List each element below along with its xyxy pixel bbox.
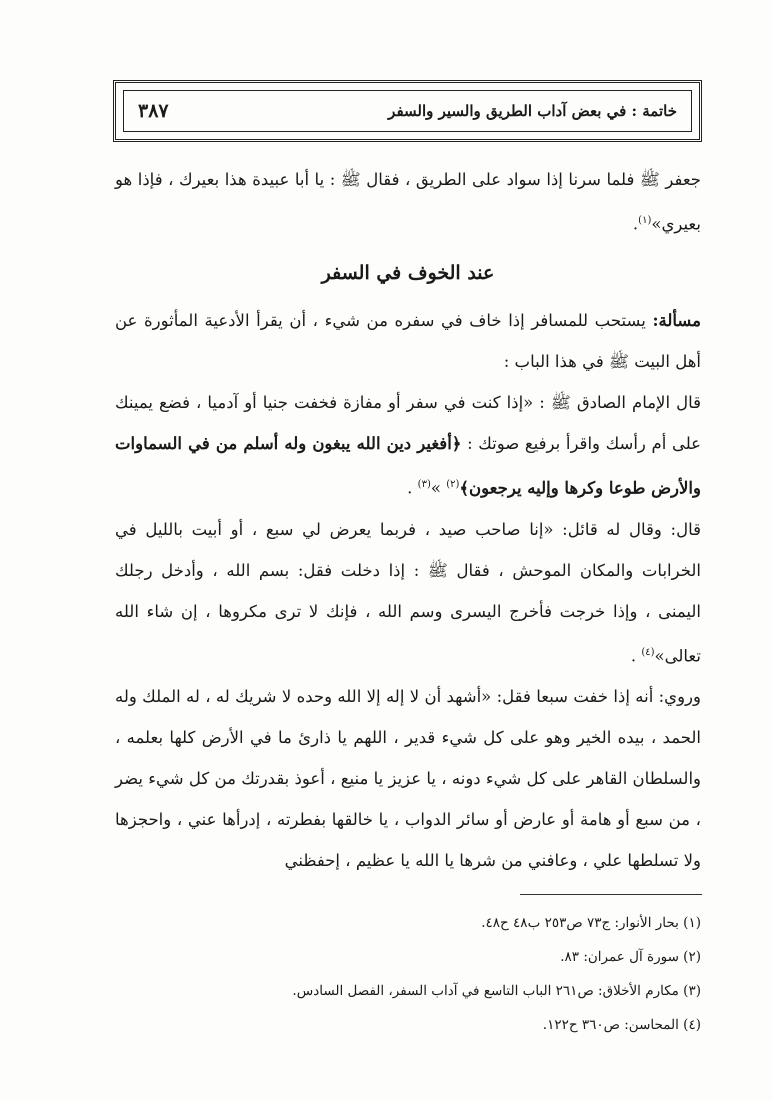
paragraph-text: يستحب للمسافر إذا خاف في سفره من شيء ، أن يقرأ الأدعية المأثورة عن أهل البيت ﷺ في هذا الباب : (115, 311, 701, 371)
header-inner-frame (123, 90, 692, 132)
quote-close: » (430, 478, 447, 498)
footnote-item: (٣) مكارم الأخلاق: ص٢٦١ الباب التاسع في آداب السفر، الفصل السادس. (292, 983, 701, 999)
section-heading: عند الخوف في السفر (321, 262, 495, 284)
footnote-ref: (١) (638, 215, 652, 226)
punctuation: . (632, 214, 639, 234)
paragraph-text: قال: وقال له قائل: «إنا صاحب صيد ، فربما يعرض لي سبع ، أو أبيت بالليل في الخرابات والمكان الموحش ، فقال ﷺ : إذا دخلت فقل: بسم الله ، وأدخل رجلك اليمنى ، وإذا خرجت فأخرج اليسرى وسم الله ، فإنك لا ترى مكروها ، إن شاء الله تعالى» (115, 519, 701, 665)
footnote-divider (520, 894, 702, 895)
page-number: ٣٨٧ (138, 100, 169, 122)
paragraph-sadiq-quote (115, 382, 701, 509)
chapter-title: خاتمة : في بعض آداب الطريق والسير والسفر (388, 102, 677, 120)
paragraph-continuation (115, 159, 701, 245)
footnote-ref: (٤) (641, 646, 655, 658)
footnotes (115, 906, 701, 1042)
footnote-ref: (٢) (446, 479, 460, 490)
punctuation: . (407, 478, 418, 498)
paragraph-hunter-quote (115, 509, 701, 677)
paragraph-text: قال الإمام الصادق ﷺ : «إذا كنت في سفر أو مفازة فخفت جنيا أو آدميا ، فضع يمينك على أم رأسك واقرأ برفيع صوتك : (115, 393, 701, 453)
footnote-item: (٢) سورة آل عمران: ٨٣. (560, 949, 701, 965)
text-line: بعيري» (651, 214, 701, 234)
paragraph-masala (115, 300, 701, 382)
opening-text (115, 159, 701, 245)
footnote-item: (٤) المحاسن: ص٣٦٠ ح١٢٢. (542, 1017, 701, 1033)
paragraph-rawi (115, 676, 701, 881)
punctuation: . (630, 646, 642, 665)
footnote-item: (١) بحار الأنوار: ج٧٣ ص٢٥٣ ب٤٨ ح٤٨. (481, 915, 701, 931)
text-line: جعفر ﷺ فلما سرنا إذا سواد على الطريق ، فقال ﷺ : يا أبا عبيدة هذا بعيرك ، فإذا هو (115, 170, 701, 189)
paragraph-text: وروي: أنه إذا خفت سبعا فقل: «أشهد أن لا إله إلا الله وحده لا شريك له ، له الملك وله الحمد ، بيده الخير وهو على كل شيء قدير ، اللهم يا ذارئ ما في الأرض كلها بعلمه ، والسلطان القاهر على كل شيء دونه ، يا عزيز يا منيع ، أعوذ بقدرتك من كل شيء يضر ، من سبع أو هامة أو عارض أو سائر الدواب ، يا خالقها بفطرته ، إدرأها عني ، واحجزها ولا تسلطها علي ، وعافني من شرها يا الله يا عظيم ، إحفظني (115, 687, 701, 870)
masala-label: مسألة: (652, 311, 701, 330)
main-text (115, 300, 701, 881)
page-header (113, 80, 702, 142)
quran-verse: ﴿أفغير دين الله يبغون وله أسلم من في السماوات والأرض طوعا وكرها وإليه يرجعون﴾ (115, 434, 701, 498)
footnote-ref: (٣) (417, 479, 431, 490)
